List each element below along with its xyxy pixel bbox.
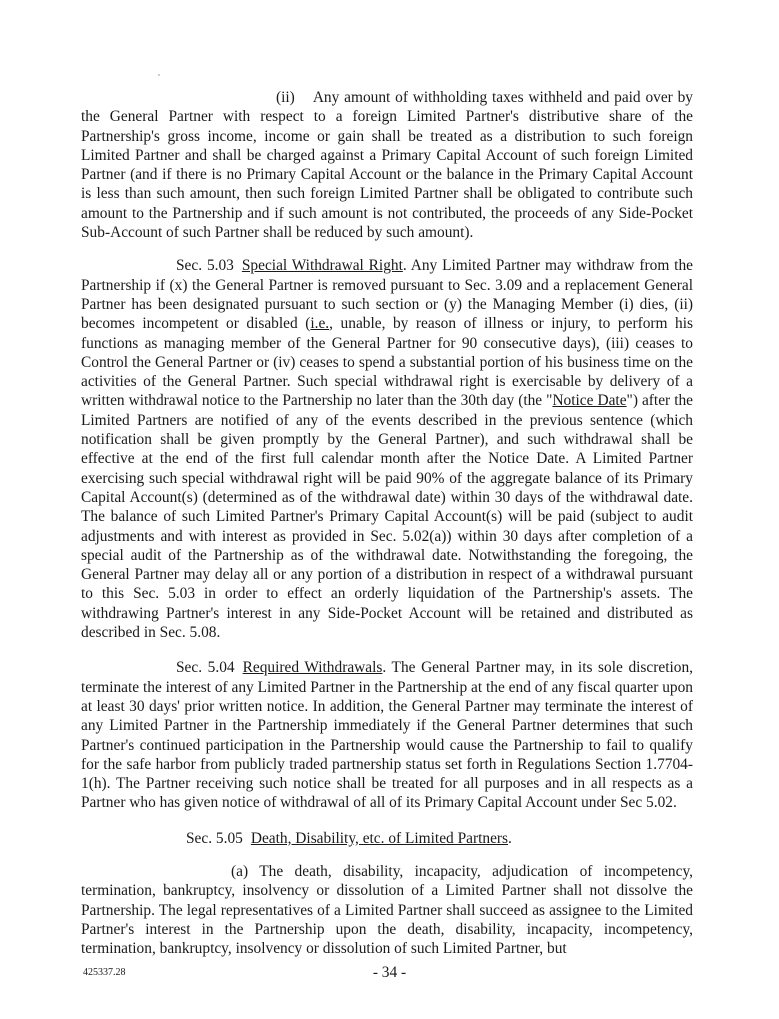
defined-term-notice-date: Notice Date [552,392,627,410]
section-text: . Any Limited Partner may withdraw from the Partnership if (x) the General Partner is removed pursuant to Sec. 3.09 and a replacement General Partner has been designated pursuant to such section or (y) the Managing Member (i) dies, (ii) becomes incompetent or disabled ( [81,257,693,333]
section-number: Sec. 5.04 [176,659,235,677]
section-text: , unable, by reason of illness or injury, to perform his functions as managing member of the General Partner for 90 consecutive days), (iii) ceases to Control the General Partner or (iv) ceases to spend a substantial portion of his business time on the activities of the General Partner. Such special withdrawal right is exercisable by delivery of a written withdrawal notice to the Partnership no later than the 30th day (the " [81,315,693,410]
ie-abbreviation: i.e. [310,315,330,333]
section-number: Sec. 5.03 [176,257,234,275]
clause-label-a: (a) [231,862,249,880]
clause-label-ii: (ii) [276,89,295,106]
section-heading: Death, Disability, etc. of Limited Partners [250,829,509,847]
section-heading: Required Withdrawals [242,659,383,677]
section-heading: Special Withdrawal Right [241,257,403,275]
heading-period: . [508,829,512,847]
document-body [81,88,693,958]
document-id: 425337.28 [83,967,126,978]
section-5-04-paragraph [81,658,693,812]
scan-speck [158,74,160,76]
section-number: Sec. 5.05 [186,829,243,847]
paragraph-death-disability [81,862,693,958]
section-5-03-paragraph [81,256,693,642]
clause-text: The death, disability, incapacity, adjudication of incompetency, termination, bankruptcy, insolvency or dissolution of a Limited Partner shall not dissolve the Partnership. The legal representatives of a Limited Partner shall succeed as assignee to the Limited Partner's interest in the Partnership upon the death, disability, incapacity, incompetency, termination, bankruptcy, insolvency or dissolution of such Limited Partner, but [81,862,693,958]
section-text: . The General Partner may, in its sole discretion, terminate the interest of any Limited Partner in the Partnership at the end of any fiscal quarter upon at least 30 days' prior written notice. In addition, the General Partner may terminate the interest of any Limited Partner in the Partnership immediately if the General Partner determines that such Partner's continued participation in the Partnership would cause the Partnership to fail to qualify for the safe harbor from publicly traded partnership status set forth in Regulations Section 1.7704-1(h). The Partner receiving such notice shall be treated for all purposes and in all respects as a Partner who has given notice of withdrawal of all of its Primary Capital Account under Sec 5.02. [81,659,693,812]
clause-text: Any amount of withholding taxes withheld and paid over by the General Partner with respect to a foreign Limited Partner's distributive share of the Partnership's gross income, income or gain shall be treated as a distribution to such foreign Limited Partner and shall be charged against a Primary Capital Account of such foreign Limited Partner (and if there is no Primary Capital Account or the balance in the Primary Capital Account is less than such amount, then such foreign Limited Partner shall be obligated to contribute such amount to the Partnership and if such amount is not contributed, the proceeds of any Side-Pocket Sub-Account of such Partner shall be reduced by such amount). [81,89,693,242]
page-number: - 34 - [372,964,407,981]
section-5-05-heading [81,829,693,848]
section-text: ") after the Limited Partners are notified of any of the events described in the previous sentence (which notification shall be given promptly by the General Partner), and such withdrawal shall be effective at the end of the first full calendar month after the Notice Date. A Limited Partner exercising such special withdrawal right will be paid 90% of the aggregate balance of its Primary Capital Account(s) (determined as of the withdrawal date) within 30 days of the withdrawal date. The balance of such Limited Partner's Primary Capital Account(s) will be paid (subject to audit adjustments and with interest as provided in Sec. 5.02(a)) within 30 days after completion of a special audit of the Partnership as of the withdrawal date. Notwithstanding the foregoing, the General Partner may delay all or any portion of a distribution in respect of a withdrawal pursuant to this Sec. 5.03 in order to effect an orderly liquidation of the Partnership's assets. The withdrawing Partner's interest in any Side-Pocket Account will be retained and distributed as described in Sec. 5.08. [81,392,693,642]
paragraph-withholding-taxes [81,88,693,242]
